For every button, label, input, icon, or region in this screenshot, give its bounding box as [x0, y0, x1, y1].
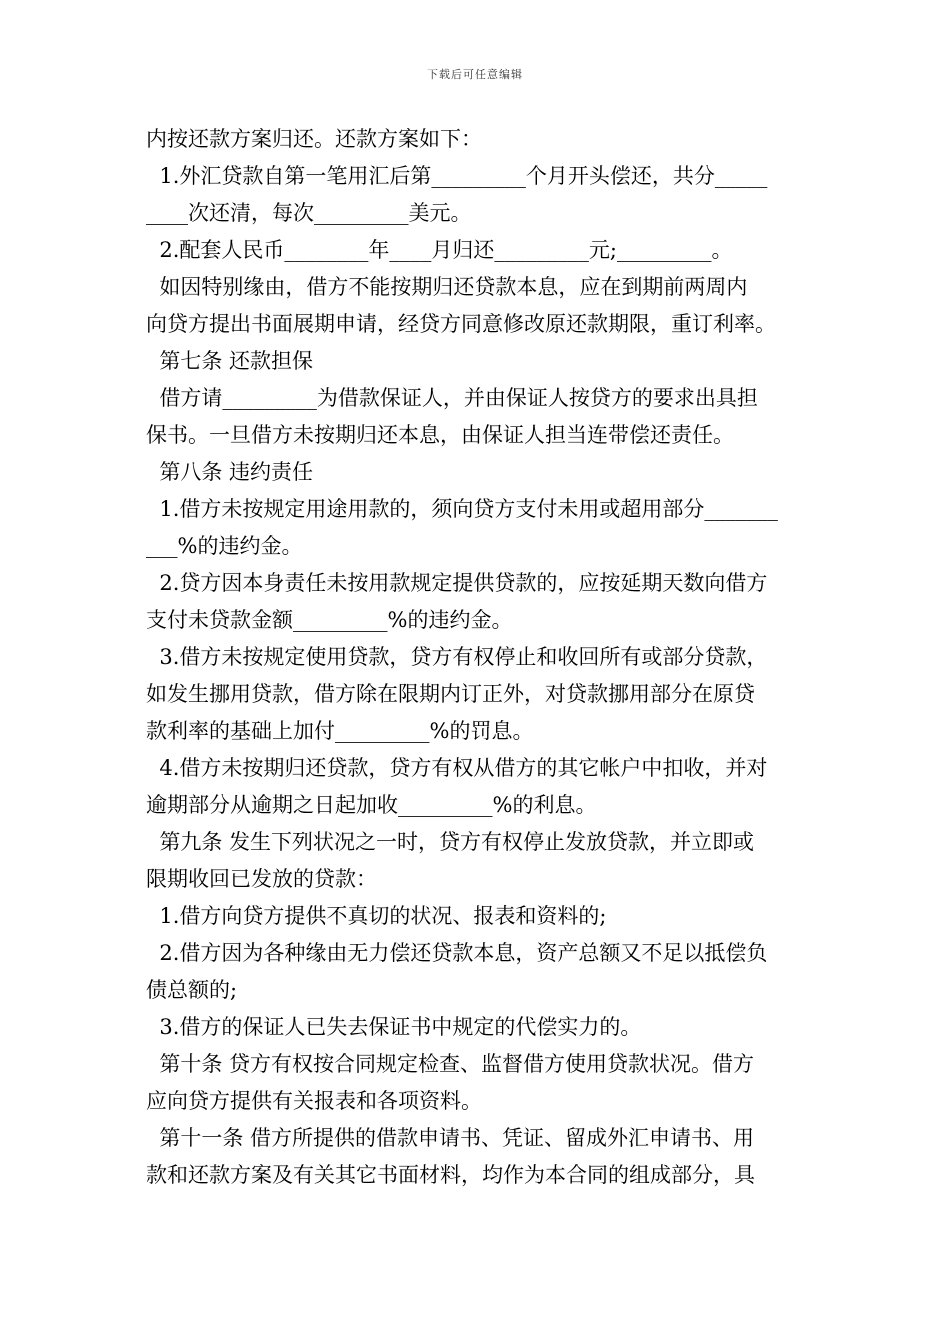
text-line: 4.借方未按期归还贷款，贷方有权从借方的其它帐户中扣收，并对 — [146, 756, 768, 780]
text-line: 债总额的; — [146, 978, 238, 1002]
text-line: 支付未贷款金额_________%的违约金。 — [146, 608, 513, 632]
section-heading: 第八条 违约责任 — [146, 460, 314, 484]
document-body — [146, 121, 808, 1194]
text-line: 借方请_________为借款保证人，并由保证人按贷方的要求出具担 — [146, 386, 758, 410]
section-heading: 第七条 还款担保 — [146, 349, 314, 373]
text-line: 2.借方因为各种缘由无力偿还贷款本息，资产总额又不足以抵偿负 — [146, 941, 768, 965]
text-line: 限期收回已发放的贷款： — [146, 867, 377, 891]
text-line: 保书。一旦借方未按期归还本息，由保证人担当连带偿还责任。 — [146, 423, 734, 447]
text-line: 3.借方的保证人已失去保证书中规定的代偿实力的。 — [146, 1015, 642, 1039]
text-line: 1.借方向贷方提供不真切的状况、报表和资料的; — [146, 904, 607, 928]
text-line: 款和还款方案及有关其它书面材料，均作为本合同的组成部分，具 — [146, 1163, 755, 1187]
section-heading: 第十一条 借方所提供的借款申请书、凭证、留成外汇申请书、用 — [146, 1126, 755, 1150]
text-line: ____次还清，每次_________美元。 — [146, 201, 472, 225]
text-line: 1.借方未按规定用途用款的，须向贷方支付未用或超用部分_______ — [146, 497, 778, 521]
text-line: 如因特别缘由，借方不能按期归还贷款本息，应在到期前两周内 — [146, 275, 748, 299]
section-heading: 第十条 贷方有权按合同规定检查、监督借方使用贷款状况。借方 — [146, 1052, 755, 1076]
section-heading: 第九条 发生下列状况之一时，贷方有权停止发放贷款，并立即或 — [146, 830, 755, 854]
text-line: 逾期部分从逾期之日起加收_________%的利息。 — [146, 793, 597, 817]
text-line: 款利率的基础上加付_________%的罚息。 — [146, 719, 534, 743]
page-header: 下载后可任意编辑 — [427, 68, 523, 81]
text-line: 内按还款方案归还。还款方案如下： — [146, 127, 482, 151]
text-line: ___%的违约金。 — [146, 534, 303, 558]
text-line: 2.配套人民币________年____月归还_________元;_________。 — [146, 238, 733, 262]
text-line: 1.外汇贷款自第一笔用汇后第_________个月开头偿还，共分_____ — [146, 164, 768, 188]
text-line: 应向贷方提供有关报表和各项资料。 — [146, 1089, 482, 1113]
text-line: 如发生挪用贷款，借方除在限期内订正外，对贷款挪用部分在原贷 — [146, 682, 755, 706]
text-line: 3.借方未按规定使用贷款，贷方有权停止和收回所有或部分贷款， — [146, 645, 768, 669]
text-line: 2.贷方因本身责任未按用款规定提供贷款的，应按延期天数向借方 — [146, 571, 768, 595]
text-line: 向贷方提出书面展期申请，经贷方同意修改原还款期限，重订利率。 — [146, 312, 776, 336]
